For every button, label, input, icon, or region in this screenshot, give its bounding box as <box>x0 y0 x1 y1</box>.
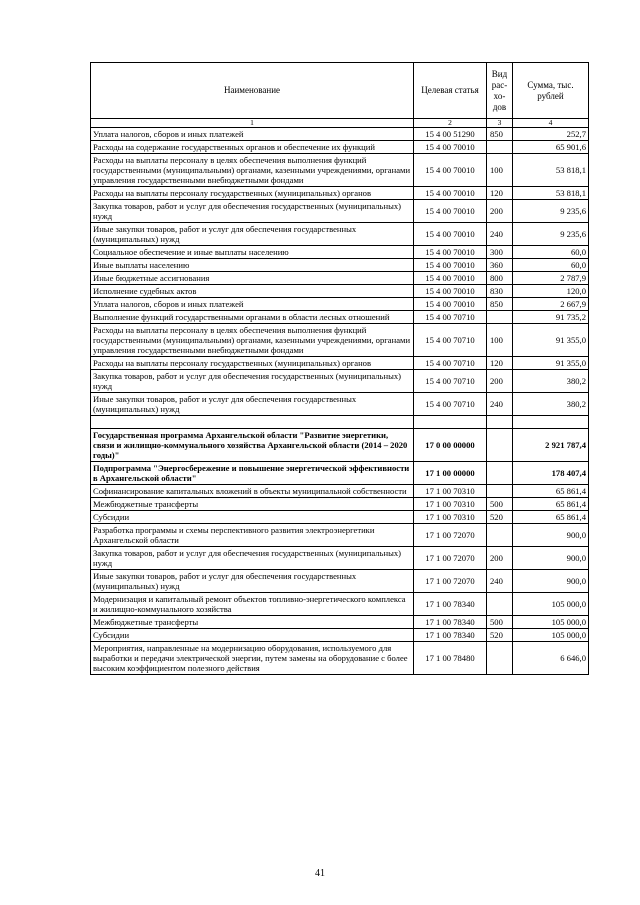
header-row <box>91 63 589 119</box>
table-row <box>91 141 589 154</box>
cell-code: 15 4 00 70010 <box>414 246 487 259</box>
table-row <box>91 200 589 223</box>
cell-sum: 65 861,4 <box>513 485 589 498</box>
cell-sum: 91 355,0 <box>513 357 589 370</box>
cell-sum: 65 901,6 <box>513 141 589 154</box>
table-row <box>91 593 589 616</box>
cell-name: Межбюджетные трансферты <box>91 498 414 511</box>
table-row <box>91 616 589 629</box>
cell-code: 15 4 00 70010 <box>414 272 487 285</box>
cell-type: 500 <box>487 498 513 511</box>
cell-sum: 2 667,9 <box>513 298 589 311</box>
table-row <box>91 285 589 298</box>
cell-sum: 178 407,4 <box>513 462 589 485</box>
cell-type: 200 <box>487 200 513 223</box>
table-row <box>91 462 589 485</box>
cell-name: Расходы на выплаты персоналу в целях обеспечения выполнения функций государственными (муниципальными) органами, казенными учреждениями, органами управления государственными внебюджетными фондами <box>91 154 414 187</box>
cell-code: 15 4 00 70010 <box>414 141 487 154</box>
column-number: 2 <box>414 119 487 128</box>
table-row <box>91 416 589 429</box>
cell-code: 15 4 00 70710 <box>414 311 487 324</box>
cell-code: 15 4 00 51290 <box>414 128 487 141</box>
cell-type: 240 <box>487 570 513 593</box>
cell-sum <box>513 416 589 429</box>
table-row <box>91 259 589 272</box>
table-row <box>91 298 589 311</box>
cell-sum: 53 818,1 <box>513 154 589 187</box>
cell-name: Субсидии <box>91 511 414 524</box>
cell-name: Субсидии <box>91 629 414 642</box>
cell-type: 120 <box>487 187 513 200</box>
cell-code: 17 1 00 78340 <box>414 616 487 629</box>
cell-name: Межбюджетные трансферты <box>91 616 414 629</box>
cell-code: 15 4 00 70710 <box>414 324 487 357</box>
cell-code: 15 4 00 70010 <box>414 187 487 200</box>
column-number: 4 <box>513 119 589 128</box>
header-code: Целевая статья <box>414 63 487 119</box>
cell-type: 100 <box>487 324 513 357</box>
table-body <box>91 128 589 675</box>
cell-code: 17 0 00 00000 <box>414 429 487 462</box>
table-row <box>91 629 589 642</box>
cell-code: 15 4 00 70710 <box>414 370 487 393</box>
cell-sum: 380,2 <box>513 370 589 393</box>
table-row <box>91 498 589 511</box>
cell-sum: 105 000,0 <box>513 629 589 642</box>
cell-type <box>487 593 513 616</box>
cell-name: Расходы на выплаты персоналу государственных (муниципальных) органов <box>91 357 414 370</box>
cell-sum: 900,0 <box>513 547 589 570</box>
cell-sum: 9 235,6 <box>513 223 589 246</box>
cell-sum: 65 861,4 <box>513 511 589 524</box>
table-row <box>91 511 589 524</box>
cell-sum: 900,0 <box>513 570 589 593</box>
table-row <box>91 223 589 246</box>
cell-name: Расходы на содержание государственных органов и обеспечение их функций <box>91 141 414 154</box>
cell-type <box>487 642 513 675</box>
cell-type <box>487 462 513 485</box>
header-sum: Сумма, тыс. рублей <box>513 63 589 119</box>
cell-name: Софинансирование капитальных вложений в объекты муниципальной собственности <box>91 485 414 498</box>
budget-table-sheet <box>90 62 588 675</box>
cell-type: 120 <box>487 357 513 370</box>
cell-sum: 105 000,0 <box>513 593 589 616</box>
cell-name: Мероприятия, направленные на модернизацию оборудования, используемого для выработки и передачи электрической энергии, путем замены на оборудование с более высоким коэффициентом полезного действия <box>91 642 414 675</box>
cell-code: 17 1 00 70310 <box>414 511 487 524</box>
table-row <box>91 357 589 370</box>
cell-name: Подпрограмма "Энергосбережение и повышение энергетической эффективности в Архангельской области" <box>91 462 414 485</box>
cell-type: 200 <box>487 370 513 393</box>
cell-type: 300 <box>487 246 513 259</box>
cell-type <box>487 311 513 324</box>
cell-code: 17 1 00 78340 <box>414 629 487 642</box>
cell-code: 15 4 00 70010 <box>414 223 487 246</box>
cell-sum: 380,2 <box>513 393 589 416</box>
cell-type <box>487 416 513 429</box>
cell-type: 100 <box>487 154 513 187</box>
cell-sum: 91 355,0 <box>513 324 589 357</box>
cell-type: 240 <box>487 223 513 246</box>
cell-name: Расходы на выплаты персоналу государственных (муниципальных) органов <box>91 187 414 200</box>
cell-code: 15 4 00 70710 <box>414 393 487 416</box>
cell-name: Иные закупки товаров, работ и услуг для обеспечения государственных (муниципальных) нужд <box>91 223 414 246</box>
cell-name: Закупка товаров, работ и услуг для обеспечения государственных (муниципальных) нужд <box>91 547 414 570</box>
cell-type: 200 <box>487 547 513 570</box>
table-row <box>91 311 589 324</box>
cell-code: 17 1 00 70310 <box>414 498 487 511</box>
cell-type: 850 <box>487 128 513 141</box>
cell-name <box>91 416 414 429</box>
cell-code <box>414 416 487 429</box>
column-number: 1 <box>91 119 414 128</box>
header-name: Наименование <box>91 63 414 119</box>
cell-code: 17 1 00 70310 <box>414 485 487 498</box>
cell-type: 520 <box>487 629 513 642</box>
cell-name: Модернизация и капитальный ремонт объектов топливно-энергетического комплекса и жилищно-коммунального хозяйства <box>91 593 414 616</box>
cell-code: 15 4 00 70010 <box>414 298 487 311</box>
table-row <box>91 272 589 285</box>
header-type: Вид рас- хо- дов <box>487 63 513 119</box>
cell-sum: 252,7 <box>513 128 589 141</box>
cell-sum: 900,0 <box>513 524 589 547</box>
cell-type: 800 <box>487 272 513 285</box>
cell-name: Иные бюджетные ассигнования <box>91 272 414 285</box>
cell-name: Закупка товаров, работ и услуг для обеспечения государственных (муниципальных) нужд <box>91 370 414 393</box>
cell-name: Социальное обеспечение и иные выплаты населению <box>91 246 414 259</box>
table-row <box>91 324 589 357</box>
cell-code: 17 1 00 00000 <box>414 462 487 485</box>
table-row <box>91 547 589 570</box>
cell-sum: 2 921 787,4 <box>513 429 589 462</box>
table-row <box>91 429 589 462</box>
cell-name: Иные выплаты населению <box>91 259 414 272</box>
table-row <box>91 393 589 416</box>
cell-type: 500 <box>487 616 513 629</box>
cell-sum: 60,0 <box>513 259 589 272</box>
cell-code: 15 4 00 70010 <box>414 200 487 223</box>
cell-type <box>487 485 513 498</box>
cell-code: 17 1 00 72070 <box>414 547 487 570</box>
cell-sum: 6 646,0 <box>513 642 589 675</box>
cell-name: Иные закупки товаров, работ и услуг для обеспечения государственных (муниципальных) нужд <box>91 570 414 593</box>
cell-sum: 53 818,1 <box>513 187 589 200</box>
cell-name: Разработка программы и схемы перспективного развития электроэнергетики Архангельской области <box>91 524 414 547</box>
cell-name: Государственная программа Архангельской области "Развитие энергетики, связи и жилищно-коммунального хозяйства Архангельской области (2014 – 2020 годы)" <box>91 429 414 462</box>
table-row <box>91 246 589 259</box>
cell-name: Уплата налогов, сборов и иных платежей <box>91 128 414 141</box>
page-number: 41 <box>315 868 325 879</box>
table-row <box>91 154 589 187</box>
cell-type: 850 <box>487 298 513 311</box>
table-row <box>91 128 589 141</box>
cell-name: Выполнение функций государственными органами в области лесных отношений <box>91 311 414 324</box>
column-number: 3 <box>487 119 513 128</box>
cell-type <box>487 429 513 462</box>
cell-code: 15 4 00 70010 <box>414 154 487 187</box>
cell-name: Исполнение судебных актов <box>91 285 414 298</box>
cell-name: Уплата налогов, сборов и иных платежей <box>91 298 414 311</box>
cell-sum: 2 787,9 <box>513 272 589 285</box>
cell-sum: 105 000,0 <box>513 616 589 629</box>
cell-code: 17 1 00 78480 <box>414 642 487 675</box>
table-row <box>91 187 589 200</box>
cell-sum: 60,0 <box>513 246 589 259</box>
cell-type: 520 <box>487 511 513 524</box>
cell-code: 17 1 00 72070 <box>414 524 487 547</box>
cell-sum: 65 861,4 <box>513 498 589 511</box>
budget-table <box>90 62 589 675</box>
cell-code: 15 4 00 70010 <box>414 259 487 272</box>
table-row <box>91 485 589 498</box>
table-row <box>91 370 589 393</box>
table-row <box>91 570 589 593</box>
table-row <box>91 642 589 675</box>
cell-type: 240 <box>487 393 513 416</box>
cell-name: Расходы на выплаты персоналу в целях обеспечения выполнения функций государственными (муниципальными) органами, казенными учреждениями, органами управления государственными внебюджетными фондами <box>91 324 414 357</box>
cell-type <box>487 524 513 547</box>
cell-sum: 91 735,2 <box>513 311 589 324</box>
cell-code: 15 4 00 70010 <box>414 285 487 298</box>
cell-sum: 120,0 <box>513 285 589 298</box>
cell-code: 17 1 00 78340 <box>414 593 487 616</box>
cell-type: 360 <box>487 259 513 272</box>
cell-name: Закупка товаров, работ и услуг для обеспечения государственных (муниципальных) нужд <box>91 200 414 223</box>
cell-code: 17 1 00 72070 <box>414 570 487 593</box>
table-row <box>91 524 589 547</box>
cell-code: 15 4 00 70710 <box>414 357 487 370</box>
cell-type: 830 <box>487 285 513 298</box>
column-number-row <box>91 119 589 128</box>
cell-sum: 9 235,6 <box>513 200 589 223</box>
cell-name: Иные закупки товаров, работ и услуг для обеспечения государственных (муниципальных) нужд <box>91 393 414 416</box>
cell-type <box>487 141 513 154</box>
